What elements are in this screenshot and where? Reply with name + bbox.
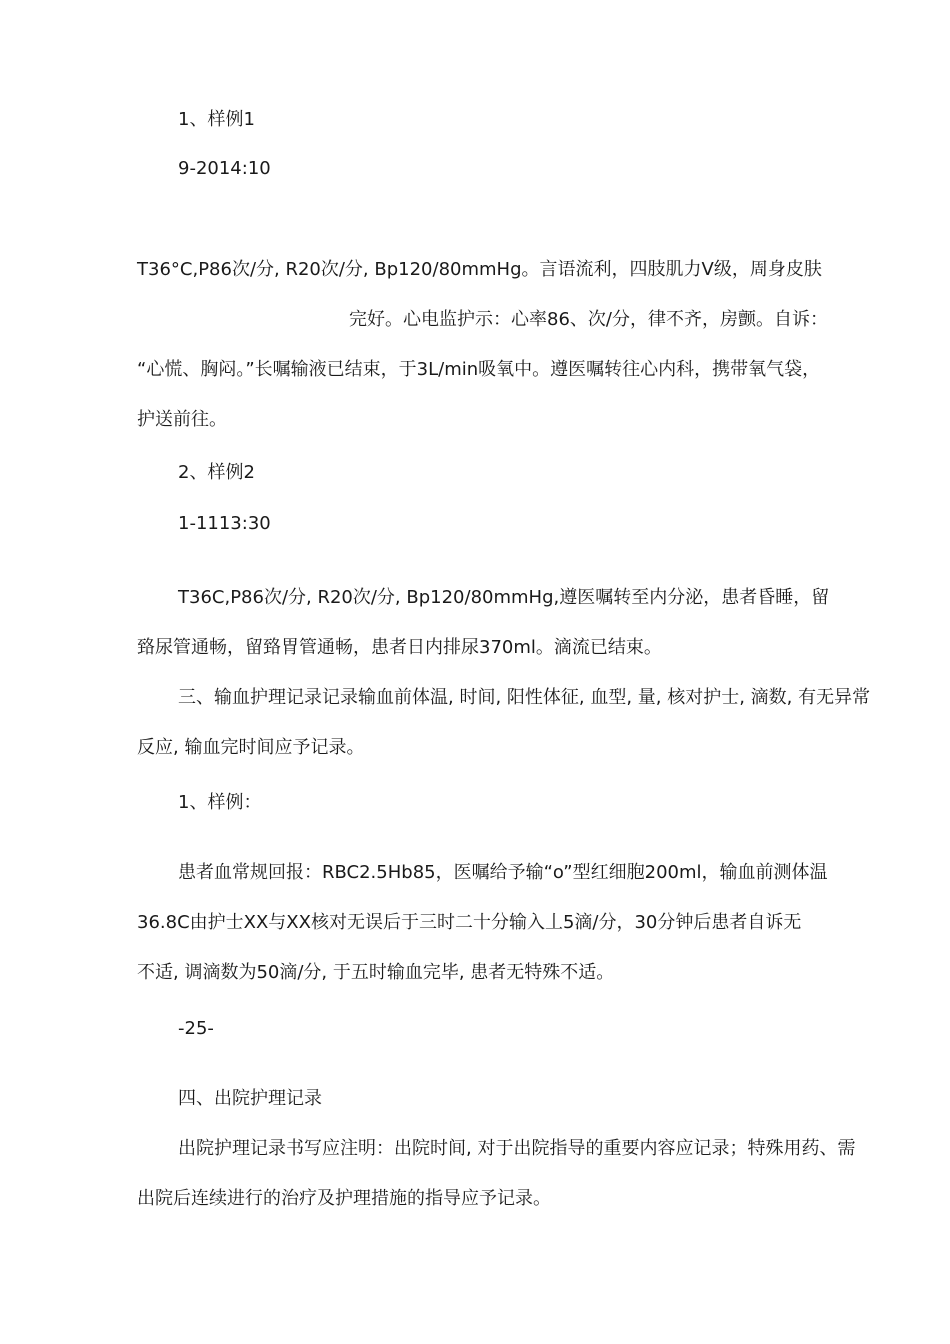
transfusion-text-line-3: 不适, 调滴数为50滴/分, 于五时输血完毕, 患者无特殊不适。 (137, 962, 615, 983)
sample-2-heading: 2、样例2 (178, 462, 255, 483)
section-3-sample-heading: 1、样例： (178, 792, 262, 813)
sample-2-text-line-1: T36C,P86次/分, R20次/分, Bp120/80mmHg,遵医嘱转至内分泌，患者昏睡，留 (178, 587, 830, 608)
sample-1-text-line-1: T36°C,P86次/分, R20次/分, Bp120/80mmHg。言语流利，四肢肌力V级，周身皮肤 (137, 259, 822, 280)
section-3-heading: 三、输血护理记录记录输血前体温, 时间, 阳性体征, 血型, 量, 核对护士, 滴数, 有无异常 (178, 687, 871, 708)
sample-1-time: 9-2014:10 (178, 158, 271, 179)
sample-1-text-line-2: 完好。心电监护示：心率86、次/分，律不齐，房颤。自诉： (349, 309, 828, 330)
sample-2-time: 1-1113:30 (178, 513, 271, 534)
sample-1-text-line-3: “心慌、胸闷。”长嘱输液已结束，于3L/min吸氧中。遵医嘱转往心内科，携带氧气袋， (137, 359, 821, 380)
discharge-text-line-2: 出院后连续进行的治疗及护理措施的指导应予记录。 (137, 1188, 551, 1209)
section-4-heading: 四、出院护理记录 (178, 1088, 322, 1109)
discharge-text-line-1: 出院护理记录书写应注明：出院时间, 对于出院指导的重要内容应记录；特殊用药、需 (178, 1138, 856, 1159)
page-number: -25- (178, 1018, 214, 1039)
sample-2-text-line-2: 臵尿管通畅，留臵胃管通畅，患者日内排尿370ml。滴流已结束。 (137, 637, 662, 658)
transfusion-text-line-2: 36.8C由护士XX与XX核对无误后于三时二十分输入丄5滴/分，30分钟后患者自诉无 (137, 912, 802, 933)
sample-1-text-line-4: 护送前往。 (137, 409, 227, 430)
transfusion-text-line-1: 患者血常规回报：RBC2.5Hb85，医嘱给予输“o”型红细胞200ml，输血前测体温 (178, 862, 828, 883)
section-3-text: 反应, 输血完时间应予记录。 (137, 737, 365, 758)
sample-1-heading: 1、样例1 (178, 109, 255, 130)
